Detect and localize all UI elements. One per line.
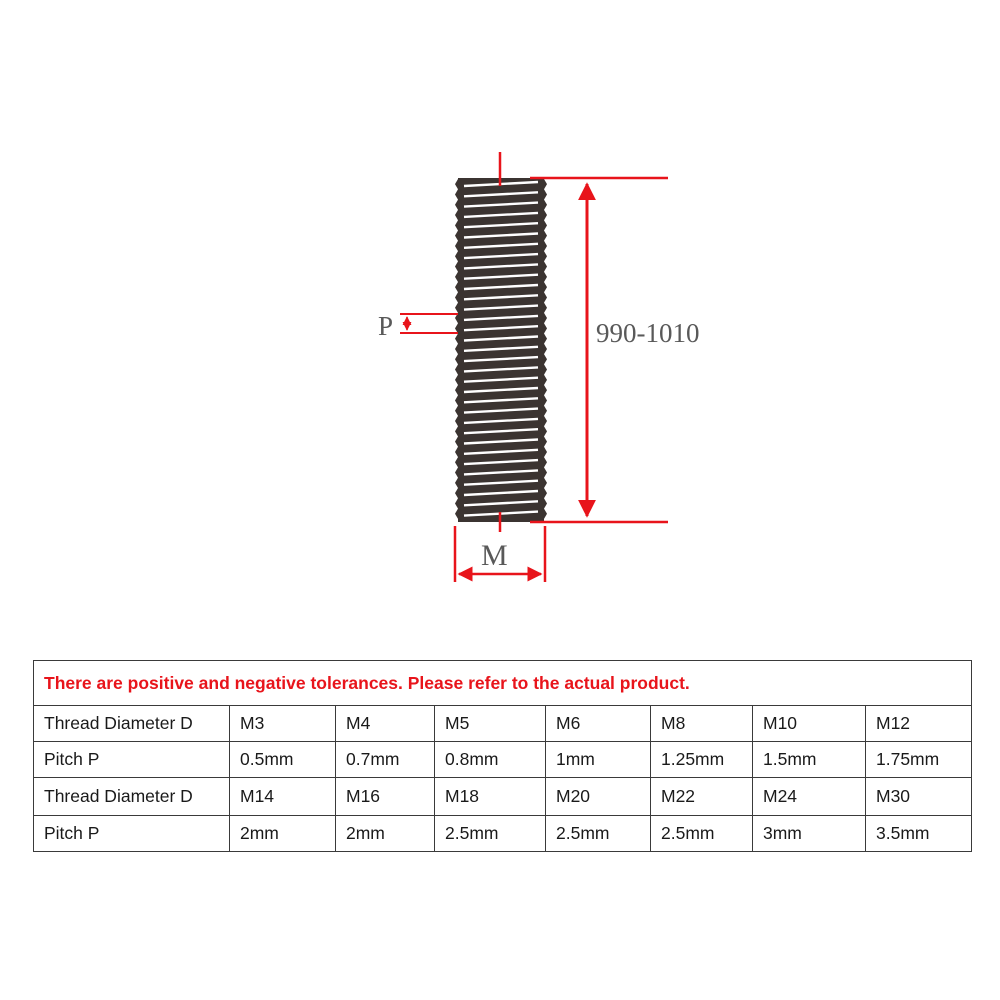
thread-tooth — [455, 323, 458, 333]
thread-tooth — [455, 272, 458, 282]
thread-tooth — [455, 437, 458, 447]
thread-tooth — [455, 498, 458, 508]
table-cell: M5 — [435, 706, 546, 742]
thread-tooth — [455, 334, 458, 344]
thread-tooth — [544, 231, 547, 241]
pitch-row — [34, 742, 972, 778]
thread-tooth — [544, 509, 547, 519]
thread-tooth — [544, 488, 547, 498]
table-cell: M6 — [546, 706, 651, 742]
thread-tooth — [544, 251, 547, 261]
table-cell: 2.5mm — [651, 816, 753, 852]
diameter-row — [34, 778, 972, 816]
thread-tooth — [455, 426, 458, 436]
thread-tooth — [544, 189, 547, 199]
table-cell: 2.5mm — [435, 816, 546, 852]
thread-tooth — [544, 241, 547, 251]
pitch-label: P — [378, 311, 394, 341]
thread-tooth — [544, 303, 547, 313]
thread-tooth — [544, 179, 547, 189]
tolerance-notice: There are positive and negative tolerances. Please refer to the actual product. — [34, 661, 972, 706]
table-cell: M10 — [753, 706, 866, 742]
table-cell: 2mm — [336, 816, 435, 852]
thread-tooth — [544, 467, 547, 477]
table-cell: 2mm — [230, 816, 336, 852]
thread-tooth — [544, 447, 547, 457]
row-header-cell: Pitch P — [34, 816, 230, 852]
table-cell: M3 — [230, 706, 336, 742]
thread-tooth — [544, 498, 547, 508]
thread-tooth — [455, 467, 458, 477]
thread-tooth — [455, 292, 458, 302]
diameter-row — [34, 706, 972, 742]
pitch-dimension — [378, 311, 458, 341]
thread-tooth — [455, 385, 458, 395]
table-cell: M16 — [336, 778, 435, 816]
thread-tooth — [455, 395, 458, 405]
thread-tooth — [455, 416, 458, 426]
thread-tooth — [455, 179, 458, 189]
pitch-row — [34, 816, 972, 852]
length-label: 990-1010 — [596, 318, 700, 348]
diameter-label: M — [481, 539, 508, 572]
thread-tooth — [544, 395, 547, 405]
table-cell: M30 — [866, 778, 972, 816]
table-cell: 2.5mm — [546, 816, 651, 852]
thread-tooth — [544, 344, 547, 354]
threaded-rod — [455, 178, 547, 522]
thread-tooth — [544, 375, 547, 385]
thread-tooth — [544, 416, 547, 426]
thread-tooth — [544, 323, 547, 333]
thread-tooth — [544, 354, 547, 364]
thread-tooth — [455, 488, 458, 498]
row-header-cell: Pitch P — [34, 742, 230, 778]
thread-tooth — [455, 375, 458, 385]
thread-tooth — [455, 364, 458, 374]
thread-tooth — [544, 437, 547, 447]
thread-tooth — [544, 292, 547, 302]
thread-tooth — [544, 406, 547, 416]
table-cell: 0.7mm — [336, 742, 435, 778]
table-cell: 0.8mm — [435, 742, 546, 778]
thread-tooth — [455, 344, 458, 354]
table-cell: M20 — [546, 778, 651, 816]
row-header-cell: Thread Diameter D — [34, 706, 230, 742]
thread-tooth — [455, 189, 458, 199]
thread-tooth — [455, 231, 458, 241]
thread-tooth — [455, 261, 458, 271]
table-cell: 3mm — [753, 816, 866, 852]
thread-tooth — [455, 282, 458, 292]
thread-tooth — [544, 282, 547, 292]
table-cell: M24 — [753, 778, 866, 816]
thread-tooth — [544, 334, 547, 344]
thread-tooth — [544, 200, 547, 210]
table-cell: 0.5mm — [230, 742, 336, 778]
table-cell: M18 — [435, 778, 546, 816]
thread-tooth — [544, 210, 547, 220]
thread-tooth — [455, 478, 458, 488]
thread-tooth — [455, 447, 458, 457]
thread-tooth — [544, 385, 547, 395]
table-cell: M22 — [651, 778, 753, 816]
table-cell: M8 — [651, 706, 753, 742]
thread-tooth — [544, 426, 547, 436]
table-cell: 1.5mm — [753, 742, 866, 778]
thread-tooth — [455, 406, 458, 416]
thread-tooth — [455, 210, 458, 220]
thread-tooth — [544, 261, 547, 271]
table-cell: M14 — [230, 778, 336, 816]
thread-tooth — [544, 364, 547, 374]
length-dimension — [530, 178, 700, 522]
thread-tooth — [455, 241, 458, 251]
thread-tooth — [455, 303, 458, 313]
thread-tooth — [544, 220, 547, 230]
row-header-cell: Thread Diameter D — [34, 778, 230, 816]
table-cell: 1mm — [546, 742, 651, 778]
thread-tooth — [544, 313, 547, 323]
table-cell: 1.75mm — [866, 742, 972, 778]
table-cell: M12 — [866, 706, 972, 742]
table-cell: 1.25mm — [651, 742, 753, 778]
table-cell: M4 — [336, 706, 435, 742]
thread-tooth — [455, 509, 458, 519]
thread-tooth — [455, 251, 458, 261]
table-cell: 3.5mm — [866, 816, 972, 852]
thread-tooth — [544, 457, 547, 467]
diameter-dimension — [455, 526, 545, 582]
thread-tooth — [544, 272, 547, 282]
thread-spec-table — [33, 660, 972, 852]
thread-tooth — [455, 354, 458, 364]
thread-tooth — [544, 478, 547, 488]
thread-tooth — [455, 457, 458, 467]
thread-tooth — [455, 220, 458, 230]
notice-row — [34, 661, 972, 706]
thread-tooth — [455, 200, 458, 210]
